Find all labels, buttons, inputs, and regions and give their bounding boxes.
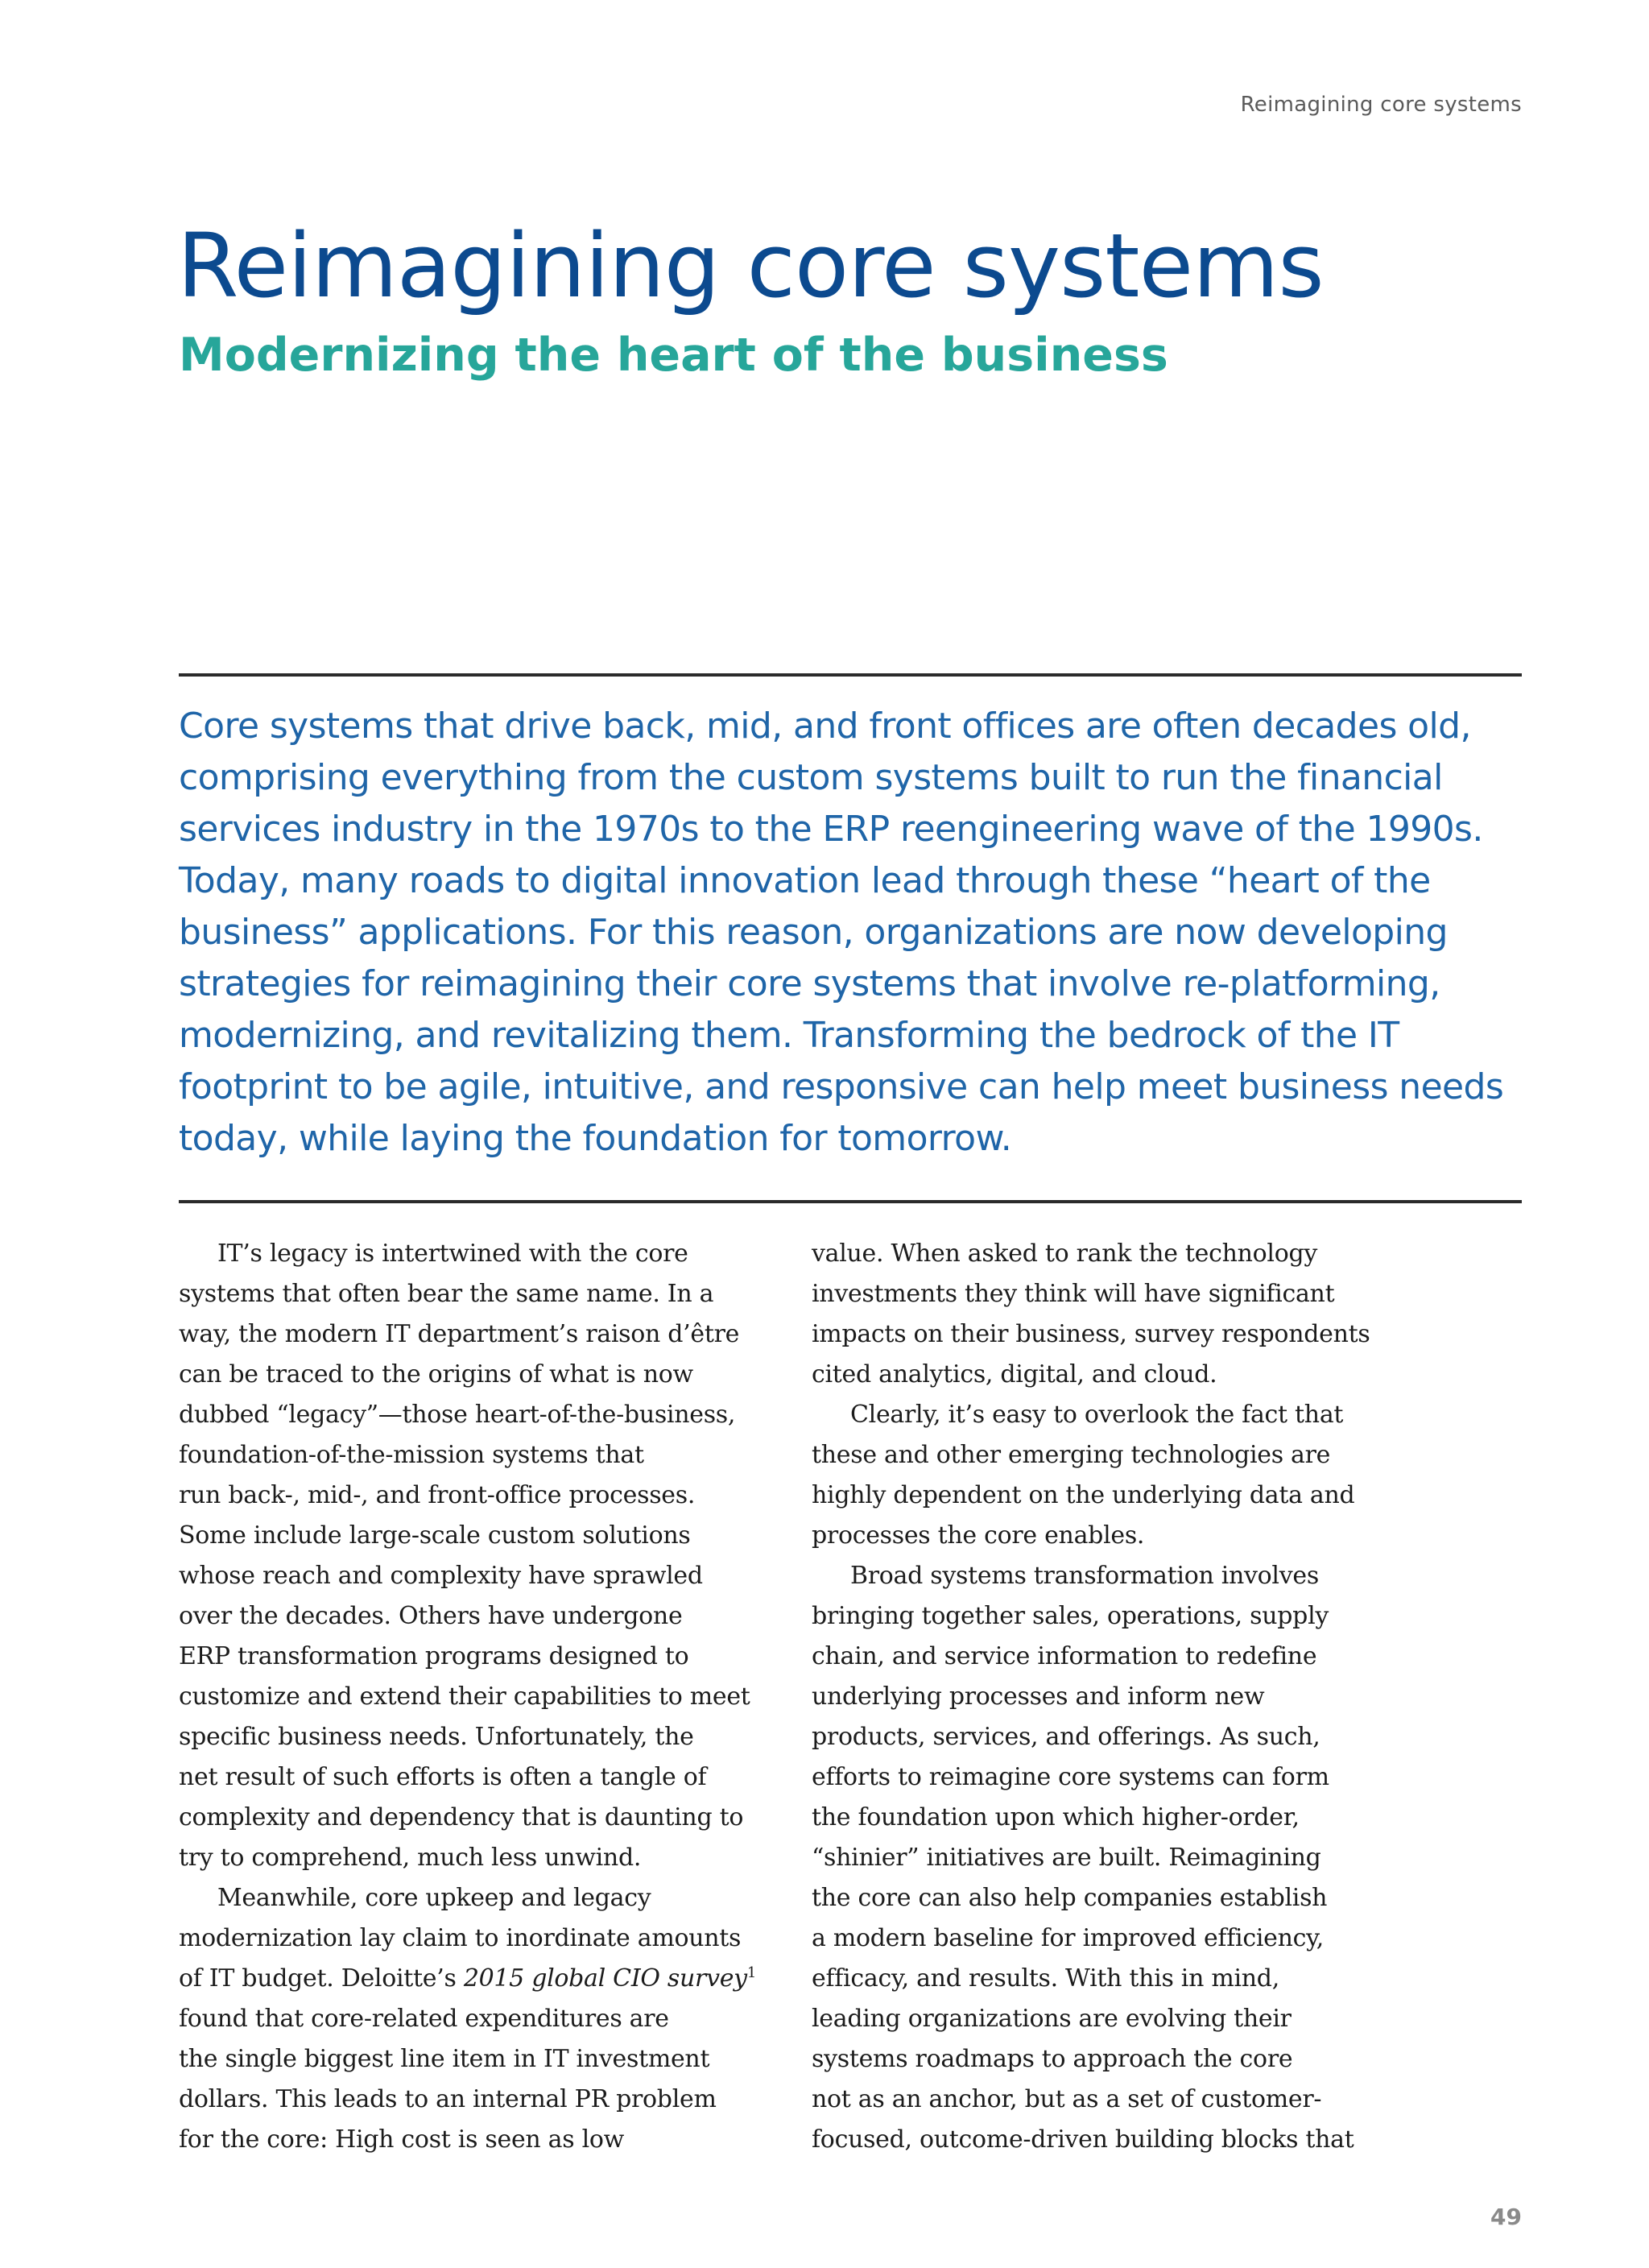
body-line: the single biggest line item in IT investment (179, 2045, 710, 2073)
body-line: modernization lay claim to inordinate amounts (179, 1924, 742, 1952)
body-line: impacts on their business, survey respondents (812, 1320, 1370, 1348)
body-line: try to comprehend, much less unwind. (179, 1844, 642, 1872)
body-line: the foundation upon which higher-order, (812, 1803, 1300, 1831)
intro-line: strategies for reimagining their core systems that involve re-platforming, (179, 963, 1440, 1004)
body-line: net result of such efforts is often a tangle of (179, 1763, 707, 1791)
body-line: products, services, and offerings. As such, (812, 1723, 1320, 1751)
body-line: focused, outcome-driven building blocks that (812, 2125, 1354, 2154)
survey-title: 2015 global CIO survey (463, 1964, 747, 1993)
body-line: processes the core enables. (812, 1521, 1145, 1550)
body-line: foundation-of-the-mission systems that (179, 1441, 644, 1469)
body-line: not as an anchor, but as a set of customer- (812, 2085, 1322, 2113)
bottom-divider (179, 1200, 1522, 1203)
body-line: Clearly, it’s easy to overlook the fact that (850, 1401, 1344, 1429)
body-line: systems roadmaps to approach the core (812, 2045, 1293, 2073)
body-line: Meanwhile, core upkeep and legacy (217, 1884, 651, 1912)
intro-line: business” applications. For this reason, organizations are now developing (179, 912, 1448, 953)
body-line: customize and extend their capabilities to meet (179, 1682, 750, 1711)
intro-line: Today, many roads to digital innovation lead through these “heart of the (179, 860, 1431, 901)
body-line: Broad systems transformation involves (850, 1562, 1319, 1590)
intro-line: today, while laying the foundation for tomorrow. (179, 1118, 1012, 1159)
body-line: leading organizations are evolving their (812, 2005, 1292, 2033)
body-line: dubbed “legacy”—those heart-of-the-business, (179, 1401, 736, 1429)
right-column (812, 1234, 1424, 2160)
intro-paragraph (179, 701, 1531, 1165)
left-column (179, 1234, 791, 2160)
body-line: bringing together sales, operations, supply (812, 1602, 1329, 1630)
body-line: complexity and dependency that is daunting to (179, 1803, 744, 1831)
body-line: cited analytics, digital, and cloud. (812, 1360, 1217, 1389)
body-line: chain, and service information to redefine (812, 1642, 1317, 1670)
footnote-reference[interactable]: 1 (746, 1964, 756, 1981)
intro-line: modernizing, and revitalizing them. Transforming the bedrock of the IT (179, 1015, 1399, 1056)
page-title: Reimagining core systems (177, 214, 1324, 317)
body-line: the core can also help companies establish (812, 1884, 1328, 1912)
body-line: can be traced to the origins of what is now (179, 1360, 693, 1389)
body-line: investments they think will have significant (812, 1280, 1335, 1308)
intro-line: comprising everything from the custom systems built to run the financial (179, 757, 1443, 798)
body-line: found that core-related expenditures are (179, 2005, 669, 2033)
page-subtitle: Modernizing the heart of the business (179, 329, 1168, 382)
body-line: whose reach and complexity have sprawled (179, 1562, 703, 1590)
body-line: these and other emerging technologies are (812, 1441, 1331, 1469)
intro-line: footprint to be agile, intuitive, and responsive can help meet business needs (179, 1066, 1504, 1107)
body-line: underlying processes and inform new (812, 1682, 1265, 1711)
top-divider (179, 673, 1522, 677)
body-line: Some include large-scale custom solutions (179, 1521, 691, 1550)
body-line: value. When asked to rank the technology (812, 1240, 1318, 1268)
body-line: IT’s legacy is intertwined with the core (217, 1240, 688, 1268)
body-text: of IT budget. Deloitte’s (179, 1964, 464, 1993)
body-line: systems that often bear the same name. In a (179, 1280, 714, 1308)
body-line: dollars. This leads to an internal PR problem (179, 2085, 717, 2113)
body-line: a modern baseline for improved efficiency, (812, 1924, 1324, 1952)
body-line: highly dependent on the underlying data and (812, 1481, 1355, 1509)
body-line: for the core: High cost is seen as low (179, 2125, 625, 2154)
page-number: 49 (1490, 2204, 1522, 2230)
body-line: “shinier” initiatives are built. Reimagining (812, 1844, 1321, 1872)
body-line: efforts to reimagine core systems can form (812, 1763, 1329, 1791)
body-line: run back-, mid-, and front-office processes. (179, 1481, 696, 1509)
intro-line: Core systems that drive back, mid, and front offices are often decades old, (179, 706, 1471, 747)
running-head: Reimagining core systems (1240, 93, 1522, 117)
body-line: way, the modern IT department’s raison d’être (179, 1320, 740, 1348)
body-line: ERP transformation programs designed to (179, 1642, 689, 1670)
body-line: specific business needs. Unfortunately, the (179, 1723, 694, 1751)
intro-line: services industry in the 1970s to the ERP reengineering wave of the 1990s. (179, 809, 1483, 850)
body-line-with-citation (179, 1959, 791, 1999)
body-line: over the decades. Others have undergone (179, 1602, 683, 1630)
body-line: efficacy, and results. With this in mind, (812, 1964, 1279, 1993)
